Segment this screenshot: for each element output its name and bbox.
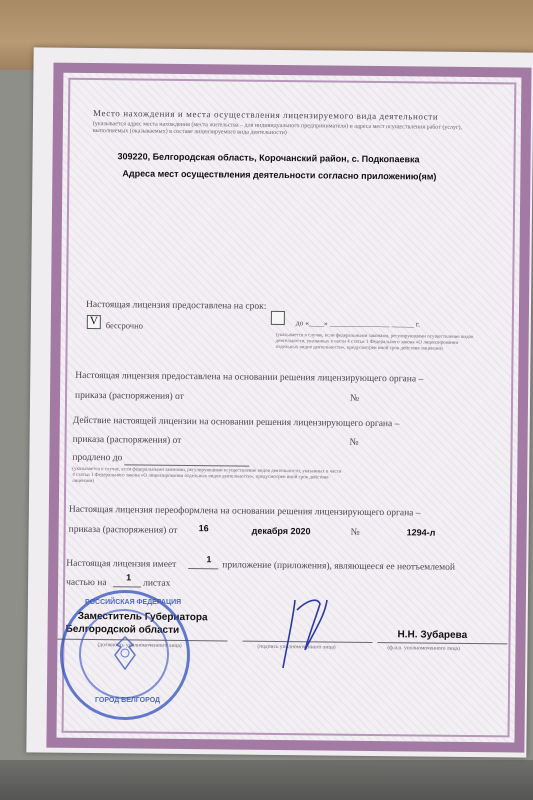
official-seal bbox=[60, 590, 190, 720]
appendix-text-after: приложение (приложения), являющееся ее неотъемлемой bbox=[222, 560, 456, 573]
handwritten-signature bbox=[265, 590, 335, 670]
reissue-month-year: декабря 2020 bbox=[251, 525, 311, 537]
unlimited-label: бессрочно bbox=[105, 320, 143, 331]
unlimited-checkbox: V bbox=[87, 315, 101, 329]
term-label: Настоящая лицензия предоставлена на срок: bbox=[85, 299, 267, 312]
name-caption: (ф.и.о. уполномоченного лица) bbox=[387, 645, 460, 652]
position-caption: (должность уполномоченного лица) bbox=[97, 642, 182, 649]
seal-city: ГОРОД БЕЛГОРОД bbox=[95, 697, 161, 704]
grant-number-label: № bbox=[349, 393, 360, 404]
official-name: Н.Н. Зубарева bbox=[397, 629, 468, 641]
term-note: (указывается в случае, если федеральными законами, регулирующими осуществление видов деятельности, указанных в части 4 статьи 1 Федерального закона «О лицензировании отдельных видов деятельности», предусмотрен иной срок действия лицензии) bbox=[275, 332, 474, 352]
grant-line: Настоящая лицензия предоставлена на основании решения лицензирующего органа – bbox=[75, 370, 424, 385]
reissue-number: 1294-л bbox=[406, 527, 436, 538]
appendix-text-before: Настоящая лицензия имеет bbox=[66, 558, 177, 570]
sheets-before: частью на bbox=[66, 577, 107, 589]
grant-order-label: приказа (распоряжения) от bbox=[75, 390, 184, 402]
table-background-bottom bbox=[0, 760, 533, 800]
section-title: Место нахождения и места осуществления лицензируемого вида деятельности bbox=[92, 108, 439, 122]
reissue-order-label: приказа (распоряжения) от bbox=[68, 524, 178, 536]
section-subtitle: (указывается адрес места нахождения (места жительства – для индивидуального предпринимателя) и адреса мест осуществления работ (услуг), выполняемых (оказываемых) в составе лицензируемого вида деятельности) bbox=[92, 121, 462, 137]
coat-of-arms-icon bbox=[105, 633, 145, 673]
extension-line: Действие настоящей лицензии на основании решения лицензирующего органа – bbox=[72, 415, 400, 430]
address-note: Адреса мест осуществления деятельности согласно приложению(ям) bbox=[122, 168, 437, 182]
seal-outer-text: РОССИЙСКАЯ ФЕДЕРАЦИЯ bbox=[85, 599, 182, 606]
reissue-day: 16 bbox=[198, 523, 209, 534]
sheets-after: листах bbox=[143, 578, 171, 589]
official-position-2: Белгородской области bbox=[65, 623, 180, 636]
extended-until-label: продлено до bbox=[72, 452, 123, 464]
official-position-1: Заместитель Губернатора bbox=[77, 610, 208, 624]
extension-number-label: № bbox=[349, 437, 359, 448]
until-label: до «____» ________________ ______ г. bbox=[295, 318, 421, 329]
extension-note: (указывается в случае, если федеральными законами, регулирующими осуществление видов деятельности, указанных в части 4 статьи 1 Федерального закона «О лицензировании отдельных видов деятельности», предусмотрен иной срок действия лицензии) bbox=[72, 466, 342, 485]
sign-caption: (подпись уполномоченного лица) bbox=[257, 643, 336, 651]
reissue-line: Настоящая лицензия переоформлена на основании решения лицензирующего органа – bbox=[68, 504, 421, 519]
extension-order-label: приказа (распоряжения) от bbox=[72, 434, 182, 446]
sheets-count: 1 bbox=[126, 572, 132, 583]
until-checkbox bbox=[271, 311, 285, 325]
appendix-count: 1 bbox=[206, 554, 212, 565]
reissue-number-label: № bbox=[350, 527, 360, 538]
address: 309220, Белгородская область, Корочанский район, с. Подкопаевка bbox=[117, 151, 420, 165]
